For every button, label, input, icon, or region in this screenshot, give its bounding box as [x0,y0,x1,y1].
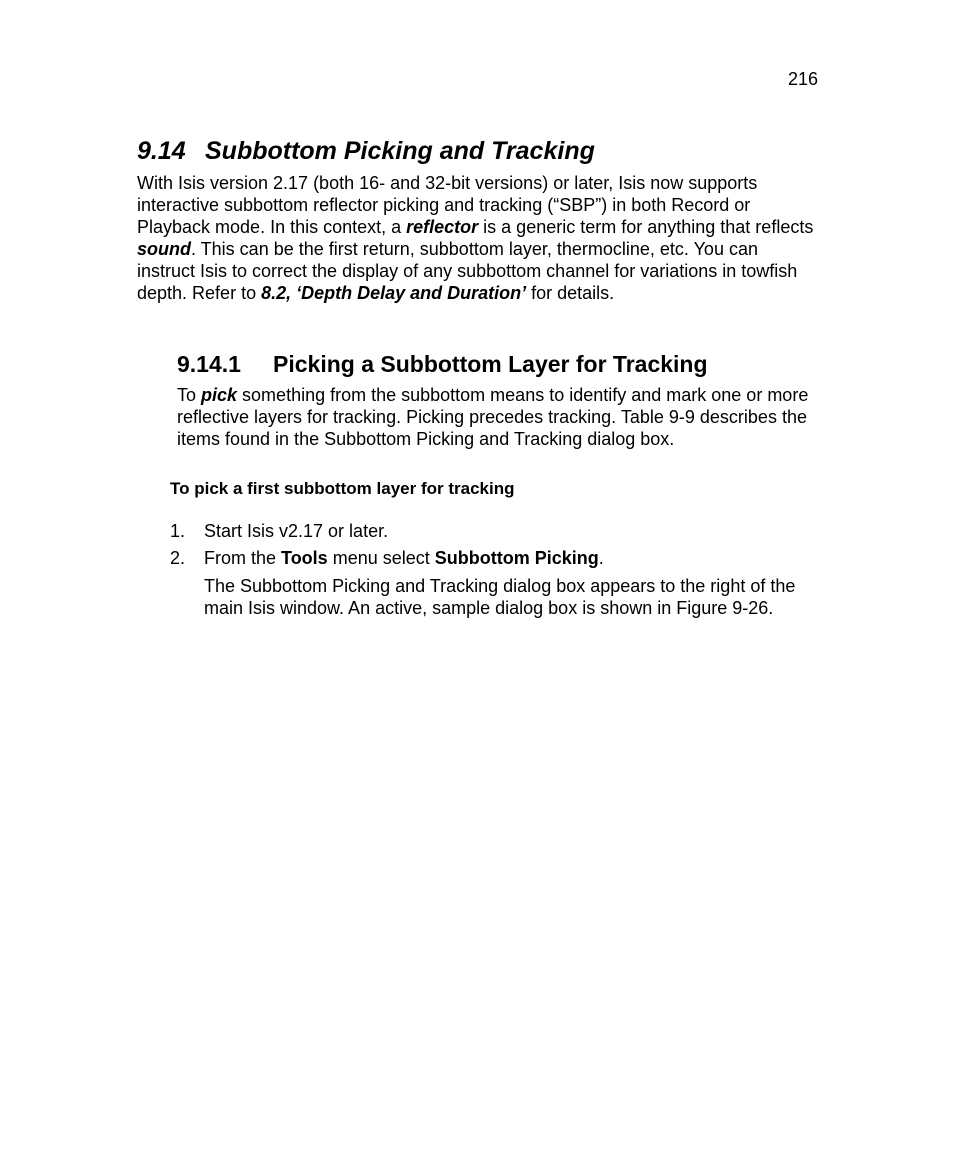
section-title: Subbottom Picking and Tracking [205,137,595,165]
subsection-title: Picking a Subbottom Layer for Tracking [273,351,708,377]
step-text: . [598,548,604,568]
pick-paragraph [177,384,817,450]
page-number: 216 [787,69,818,89]
subsection-number: 9.14.1 [177,351,241,377]
step-number: 1. [170,521,186,541]
intro-text: With Isis version 2.17 (both 16- and 32-bit versions) or later, Isis now supports interactive subbottom reflector picking and tracking (“SBP”) in both Record or Playback mode. In this context, a [137,173,758,237]
tools-menu-name: Tools [281,548,328,568]
step-result-paragraph: The Subbottom Picking and Tracking dialog box appears to the right of the main Isis window. An active, sample dialog box is shown in Figure 9-26. [204,576,796,618]
step-text: Start Isis v2.17 or later. [204,521,389,541]
pick-text: something from the subbottom means to identify and mark one or more reflective layers for tracking. Picking precedes tracking. Table 9-9 describes the items found in the Subbottom Picking and Tracking dialog box. [177,385,809,449]
procedure-step-1 [170,520,388,542]
subsection-heading [177,350,708,378]
intro-text: for details. [526,283,615,303]
intro-text: is a generic term for anything that reflects [478,217,814,237]
step-text: menu select [327,548,435,568]
procedure-heading: To pick a first subbottom layer for tracking [170,479,515,498]
depth-delay-cross-reference[interactable]: 8.2, ‘Depth Delay and Duration’ [261,283,527,303]
procedure-step-2 [170,547,604,569]
reflector-term: reflector [406,217,479,237]
step-text: From the [204,548,282,568]
subbottom-picking-menu-item: Subbottom Picking [434,548,599,568]
intro-paragraph [137,172,817,304]
section-number: 9.14 [137,137,186,165]
pick-text: To [177,385,202,405]
step-number: 2. [170,548,186,568]
intro-text: . This can be the first return, subbottom layer, thermocline, etc. You can instruct Isis to correct the display of any subbottom channel for variations in towfish depth. Refer to [137,239,798,303]
sound-term: sound [137,239,191,259]
pick-term: pick [201,385,238,405]
section-heading [137,136,595,166]
